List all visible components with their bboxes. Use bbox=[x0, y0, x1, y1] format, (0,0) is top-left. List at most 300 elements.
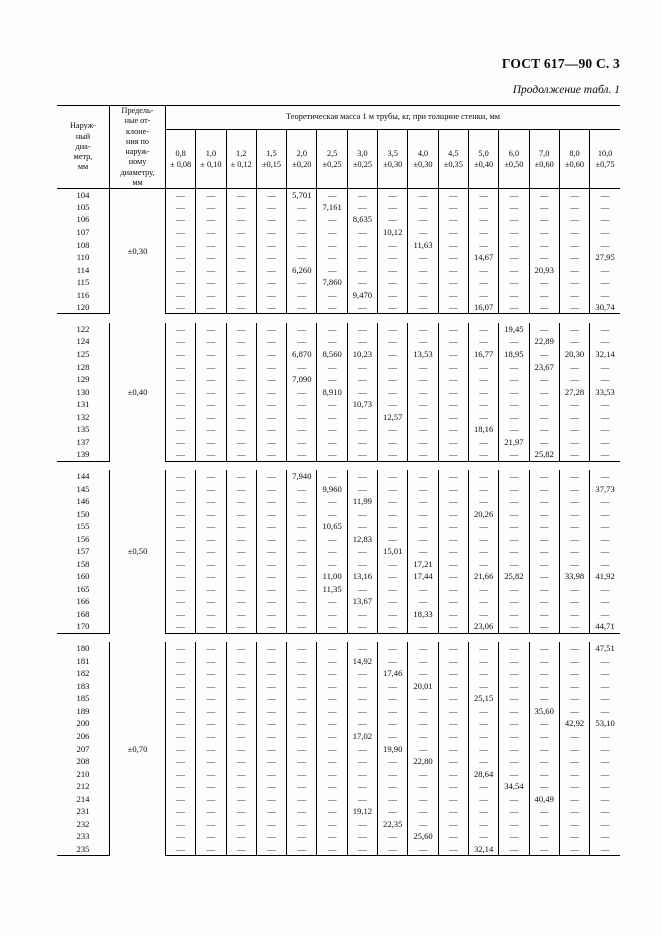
cell-mass: — bbox=[196, 621, 226, 634]
cell-mass: — bbox=[196, 558, 226, 571]
cell-mass: — bbox=[529, 226, 559, 239]
cell-mass: — bbox=[529, 411, 559, 424]
cell-mass: — bbox=[600, 668, 610, 679]
cell-mass: — bbox=[256, 596, 286, 609]
cell-mass: — bbox=[226, 301, 256, 314]
cell-mass: — bbox=[559, 608, 589, 621]
cell-mass: — bbox=[347, 264, 377, 277]
cell-mass: — bbox=[166, 621, 196, 634]
cell-mass: — bbox=[468, 470, 498, 483]
cell-mass: — bbox=[287, 780, 317, 793]
cell-mass: — bbox=[256, 411, 286, 424]
cell-mass: — bbox=[226, 621, 256, 634]
cell-mass: — bbox=[438, 805, 468, 818]
cell-mass: — bbox=[529, 495, 559, 508]
thickness-size: 3,5 bbox=[387, 148, 398, 158]
cell-mass: — bbox=[529, 436, 559, 449]
thickness-tolerance: ±0,60 bbox=[564, 160, 585, 170]
cell-mass: — bbox=[590, 189, 620, 202]
cell-mass: — bbox=[559, 642, 589, 655]
hd-line-4: метр, bbox=[73, 152, 93, 162]
thickness-size: 8,0 bbox=[569, 148, 580, 158]
cell-mass: — bbox=[166, 226, 196, 239]
cell-mass: — bbox=[196, 226, 226, 239]
cell-mass: — bbox=[226, 348, 256, 361]
cell-mass: — bbox=[317, 805, 347, 818]
cell-mass: — bbox=[287, 336, 317, 349]
cell-mass: — bbox=[256, 348, 286, 361]
cell-mass: — bbox=[529, 508, 559, 521]
cell-mass: — bbox=[499, 533, 529, 546]
cell-mass: 21,66 bbox=[468, 570, 498, 583]
cell-mass: — bbox=[468, 214, 498, 227]
cell-mass: — bbox=[378, 336, 408, 349]
cell-mass: — bbox=[438, 830, 468, 843]
cell-mass: 11,35 bbox=[317, 583, 347, 596]
cell-mass: — bbox=[559, 818, 589, 831]
cell-mass: 25,60 bbox=[408, 830, 438, 843]
cell-mass: 47,51 bbox=[595, 643, 615, 654]
header-thickness-0-8 bbox=[166, 130, 196, 189]
table-row bbox=[57, 189, 620, 202]
cell-outer-diameter: 207 bbox=[57, 743, 110, 756]
cell-mass: — bbox=[196, 189, 226, 202]
cell-mass: — bbox=[317, 189, 347, 202]
cell-mass: 19,12 bbox=[347, 805, 377, 818]
cell-mass: — bbox=[408, 323, 438, 336]
cell-mass: — bbox=[438, 545, 468, 558]
thickness-tolerance: ± 0,10 bbox=[200, 160, 222, 170]
cell-mass: — bbox=[287, 692, 317, 705]
cell-mass: — bbox=[438, 705, 468, 718]
cell-mass: — bbox=[499, 768, 529, 781]
cell-mass: — bbox=[347, 449, 377, 462]
cell-mass: — bbox=[499, 558, 529, 571]
cell-mass: — bbox=[559, 251, 589, 264]
cell-mass: — bbox=[196, 718, 226, 731]
cell-mass: — bbox=[499, 189, 529, 202]
cell-mass: — bbox=[559, 201, 589, 214]
ht-line-4: ния по bbox=[125, 136, 150, 146]
cell-mass: — bbox=[468, 755, 498, 768]
cell-mass: — bbox=[499, 411, 529, 424]
cell-mass: 19,90 bbox=[378, 743, 408, 756]
cell-mass: — bbox=[256, 805, 286, 818]
cell-mass: — bbox=[166, 596, 196, 609]
cell-mass: — bbox=[408, 398, 438, 411]
cell-mass: 22,80 bbox=[408, 755, 438, 768]
cell-mass: — bbox=[408, 251, 438, 264]
cell-mass: 25,15 bbox=[468, 692, 498, 705]
cell-mass: — bbox=[196, 596, 226, 609]
cell-mass: — bbox=[590, 843, 620, 856]
cell-mass: — bbox=[468, 520, 498, 533]
cell-mass: — bbox=[468, 373, 498, 386]
cell-mass: — bbox=[408, 793, 438, 806]
cell-mass: — bbox=[378, 680, 408, 693]
cell-mass: — bbox=[226, 570, 256, 583]
cell-mass: 12,57 bbox=[378, 411, 408, 424]
cell-mass: — bbox=[438, 596, 468, 609]
cell-mass: — bbox=[559, 239, 589, 252]
table-row bbox=[57, 642, 620, 655]
cell-mass: — bbox=[499, 608, 529, 621]
cell-mass: — bbox=[600, 793, 610, 804]
cell-mass: — bbox=[196, 830, 226, 843]
cell-mass: 40,49 bbox=[529, 793, 559, 806]
cell-mass: — bbox=[317, 436, 347, 449]
cell-mass: — bbox=[347, 718, 377, 731]
header-outer-diameter bbox=[57, 106, 110, 189]
cell-mass: — bbox=[378, 276, 408, 289]
cell-mass: — bbox=[226, 780, 256, 793]
cell-mass: — bbox=[347, 621, 377, 634]
cell-mass: — bbox=[559, 373, 589, 386]
cell-mass: — bbox=[408, 361, 438, 374]
cell-mass: — bbox=[529, 730, 559, 743]
cell-outer-diameter: 180 bbox=[57, 642, 110, 655]
cell-mass: — bbox=[378, 436, 408, 449]
cell-mass: — bbox=[347, 583, 377, 596]
cell-mass: — bbox=[529, 289, 559, 302]
cell-mass: — bbox=[438, 680, 468, 693]
cell-mass: — bbox=[226, 730, 256, 743]
cell-mass: — bbox=[408, 423, 438, 436]
cell-mass: — bbox=[317, 608, 347, 621]
cell-mass: — bbox=[529, 596, 559, 609]
cell-mass: — bbox=[529, 214, 559, 227]
thickness-tolerance: ±0,40 bbox=[474, 160, 494, 170]
cell-mass: — bbox=[317, 755, 347, 768]
cell-mass: — bbox=[196, 373, 226, 386]
cell-mass: — bbox=[226, 264, 256, 277]
cell-mass: — bbox=[408, 386, 438, 399]
cell-mass: — bbox=[226, 533, 256, 546]
cell-mass: — bbox=[408, 336, 438, 349]
cell-mass: — bbox=[347, 373, 377, 386]
cell-mass: — bbox=[600, 680, 610, 691]
cell-mass: — bbox=[347, 768, 377, 781]
cell-mass: 32,14 bbox=[468, 843, 498, 856]
cell-mass: 10,65 bbox=[317, 520, 347, 533]
cell-mass: — bbox=[226, 398, 256, 411]
cell-mass: 12,83 bbox=[347, 533, 377, 546]
header-thickness-10-0 bbox=[590, 130, 620, 189]
cell-mass: — bbox=[287, 830, 317, 843]
cell-mass: — bbox=[499, 843, 529, 856]
cell-mass: — bbox=[166, 545, 196, 558]
cell-outer-diameter: 146 bbox=[57, 495, 110, 508]
cell-mass: — bbox=[256, 189, 286, 202]
cell-mass: — bbox=[347, 361, 377, 374]
cell-mass: — bbox=[166, 276, 196, 289]
cell-mass: — bbox=[347, 755, 377, 768]
cell-mass: 22,89 bbox=[529, 336, 559, 349]
cell-mass: — bbox=[499, 470, 529, 483]
cell-outer-diameter: 116 bbox=[57, 289, 110, 302]
cell-mass: — bbox=[408, 189, 438, 202]
cell-mass: — bbox=[287, 621, 317, 634]
cell-mass: — bbox=[347, 608, 377, 621]
cell-mass: 9,960 bbox=[317, 483, 347, 496]
cell-outer-diameter: 158 bbox=[57, 558, 110, 571]
cell-mass: — bbox=[378, 655, 408, 668]
cell-mass: — bbox=[559, 449, 589, 462]
cell-outer-diameter: 122 bbox=[57, 323, 110, 336]
cell-mass: — bbox=[438, 508, 468, 521]
cell-mass: — bbox=[600, 471, 610, 481]
cell-mass: — bbox=[287, 667, 317, 680]
cell-mass: — bbox=[378, 508, 408, 521]
cell-mass: — bbox=[196, 705, 226, 718]
cell-mass: — bbox=[408, 583, 438, 596]
cell-mass: — bbox=[347, 301, 377, 314]
cell-mass: — bbox=[226, 436, 256, 449]
cell-mass: — bbox=[378, 189, 408, 202]
cell-mass: — bbox=[499, 830, 529, 843]
cell-mass: — bbox=[166, 818, 196, 831]
cell-mass: — bbox=[378, 520, 408, 533]
cell-mass: — bbox=[499, 264, 529, 277]
cell-mass: — bbox=[559, 411, 589, 424]
cell-mass: — bbox=[347, 436, 377, 449]
cell-mass: — bbox=[408, 495, 438, 508]
cell-mass: — bbox=[378, 692, 408, 705]
table-block-070 bbox=[57, 642, 620, 855]
cell-mass: — bbox=[529, 348, 559, 361]
table-block-040 bbox=[57, 323, 620, 461]
cell-mass: — bbox=[317, 655, 347, 668]
cell-mass: — bbox=[378, 239, 408, 252]
cell-mass: — bbox=[438, 655, 468, 668]
cell-mass: — bbox=[438, 251, 468, 264]
cell-mass: — bbox=[166, 843, 196, 856]
cell-mass: — bbox=[468, 680, 498, 693]
cell-mass: — bbox=[287, 718, 317, 731]
cell-mass: — bbox=[287, 558, 317, 571]
cell-mass: — bbox=[559, 398, 589, 411]
cell-mass: — bbox=[317, 718, 347, 731]
cell-mass: — bbox=[226, 386, 256, 399]
cell-mass: — bbox=[317, 793, 347, 806]
cell-outer-diameter: 129 bbox=[57, 373, 110, 386]
cell-mass: — bbox=[166, 289, 196, 302]
cell-mass: — bbox=[226, 373, 256, 386]
cell-mass: — bbox=[600, 609, 610, 620]
cell-mass: — bbox=[226, 755, 256, 768]
cell-mass: — bbox=[529, 667, 559, 680]
cell-outer-diameter: 235 bbox=[57, 843, 110, 856]
cell-mass: — bbox=[287, 398, 317, 411]
cell-mass: — bbox=[529, 239, 559, 252]
cell-mass: — bbox=[468, 830, 498, 843]
cell-mass: — bbox=[287, 805, 317, 818]
cell-mass: — bbox=[529, 621, 559, 634]
thickness-tolerance: ±0,25 bbox=[322, 160, 342, 170]
cell-outer-diameter: 110 bbox=[57, 251, 110, 264]
cell-mass: — bbox=[438, 692, 468, 705]
cell-mass: — bbox=[529, 755, 559, 768]
cell-mass: — bbox=[499, 805, 529, 818]
cell-mass: — bbox=[600, 277, 610, 288]
cell-mass: — bbox=[468, 705, 498, 718]
cell-mass: — bbox=[529, 818, 559, 831]
cell-mass: — bbox=[226, 449, 256, 462]
hd-line-1: Наруж- bbox=[70, 121, 96, 131]
cell-mass: — bbox=[347, 520, 377, 533]
cell-mass: — bbox=[226, 830, 256, 843]
cell-mass: — bbox=[226, 705, 256, 718]
cell-mass: — bbox=[196, 239, 226, 252]
cell-mass: — bbox=[600, 806, 610, 817]
cell-mass: — bbox=[347, 323, 377, 336]
cell-mass: — bbox=[226, 558, 256, 571]
cell-mass: — bbox=[600, 756, 610, 767]
cell-mass: — bbox=[166, 755, 196, 768]
cell-mass: 16,77 bbox=[468, 348, 498, 361]
cell-mass: — bbox=[166, 793, 196, 806]
cell-mass: — bbox=[256, 655, 286, 668]
cell-mass: — bbox=[317, 336, 347, 349]
cell-mass: — bbox=[529, 570, 559, 583]
cell-mass: — bbox=[468, 264, 498, 277]
cell-mass: — bbox=[468, 667, 498, 680]
cell-mass: — bbox=[226, 768, 256, 781]
cell-mass: — bbox=[166, 264, 196, 277]
cell-mass: — bbox=[438, 423, 468, 436]
cell-mass: — bbox=[226, 276, 256, 289]
cell-mass: — bbox=[256, 533, 286, 546]
cell-mass: — bbox=[529, 470, 559, 483]
cell-mass: — bbox=[468, 596, 498, 609]
cell-mass: — bbox=[347, 793, 377, 806]
cell-mass: — bbox=[559, 214, 589, 227]
cell-mass: — bbox=[317, 705, 347, 718]
thickness-size: 2,5 bbox=[326, 148, 338, 158]
cell-mass: — bbox=[468, 436, 498, 449]
block-separator-cell bbox=[57, 314, 620, 323]
cell-mass: — bbox=[468, 239, 498, 252]
cell-mass: — bbox=[317, 642, 347, 655]
cell-mass: — bbox=[226, 323, 256, 336]
cell-mass: — bbox=[226, 718, 256, 731]
cell-mass: — bbox=[196, 793, 226, 806]
cell-mass: — bbox=[256, 214, 286, 227]
thickness-tolerance: ±0,30 bbox=[383, 160, 403, 170]
table-continuation-label: Продолжение табл. 1 bbox=[512, 84, 620, 96]
cell-mass: — bbox=[408, 214, 438, 227]
cell-mass: — bbox=[196, 386, 226, 399]
cell-mass: — bbox=[347, 411, 377, 424]
cell-mass: — bbox=[529, 768, 559, 781]
cell-mass: — bbox=[166, 495, 196, 508]
cell-mass: — bbox=[166, 642, 196, 655]
cell-mass: — bbox=[256, 780, 286, 793]
cell-mass: — bbox=[166, 436, 196, 449]
cell-mass: — bbox=[226, 201, 256, 214]
cell-mass: — bbox=[287, 655, 317, 668]
cell-mass: — bbox=[600, 533, 610, 544]
page-title: ГОСТ 617—90 С. 3 bbox=[501, 56, 620, 71]
cell-mass: — bbox=[196, 692, 226, 705]
cell-mass: — bbox=[499, 508, 529, 521]
cell-outer-diameter: 200 bbox=[57, 718, 110, 731]
cell-mass: — bbox=[559, 436, 589, 449]
cell-mass: — bbox=[378, 386, 408, 399]
cell-mass: — bbox=[226, 642, 256, 655]
cell-mass: — bbox=[438, 289, 468, 302]
cell-mass: — bbox=[256, 336, 286, 349]
cell-mass: — bbox=[166, 608, 196, 621]
cell-mass: — bbox=[559, 423, 589, 436]
cell-mass: — bbox=[438, 667, 468, 680]
table-block-030 bbox=[57, 189, 620, 314]
cell-mass: — bbox=[378, 705, 408, 718]
cell-mass: — bbox=[317, 214, 347, 227]
cell-mass: — bbox=[468, 718, 498, 731]
cell-mass: — bbox=[226, 818, 256, 831]
thickness-tolerance: ±0,50 bbox=[504, 160, 524, 170]
cell-mass: — bbox=[378, 608, 408, 621]
cell-mass: 22,35 bbox=[378, 818, 408, 831]
cell-mass: 6,870 bbox=[287, 348, 317, 361]
cell-mass: — bbox=[468, 545, 498, 558]
cell-mass: — bbox=[529, 780, 559, 793]
header-thickness-4-0 bbox=[408, 130, 438, 189]
cell-mass: 7,860 bbox=[317, 276, 347, 289]
thickness-tolerance: ± 0,08 bbox=[170, 160, 192, 170]
cell-mass: 28,64 bbox=[468, 768, 498, 781]
cell-mass: — bbox=[196, 436, 226, 449]
thickness-tolerance: ±0,75 bbox=[595, 160, 615, 170]
cell-outer-diameter: 108 bbox=[57, 239, 110, 252]
cell-outer-diameter: 106 bbox=[57, 214, 110, 227]
cell-mass: 7,940 bbox=[287, 470, 317, 483]
cell-mass: — bbox=[378, 780, 408, 793]
cell-mass: — bbox=[196, 361, 226, 374]
ht-line-3: клоне- bbox=[126, 126, 149, 136]
cell-mass: — bbox=[378, 768, 408, 781]
cell-mass: — bbox=[196, 680, 226, 693]
cell-mass: — bbox=[287, 570, 317, 583]
cell-mass: — bbox=[529, 373, 559, 386]
cell-mass: — bbox=[499, 755, 529, 768]
cell-mass: — bbox=[287, 411, 317, 424]
cell-mass: — bbox=[347, 226, 377, 239]
cell-mass: 17,02 bbox=[347, 730, 377, 743]
cell-outer-diameter: 206 bbox=[57, 730, 110, 743]
cell-mass: — bbox=[600, 521, 610, 532]
header-thickness-1-0 bbox=[196, 130, 226, 189]
cell-mass: — bbox=[499, 743, 529, 756]
cell-mass: — bbox=[529, 718, 559, 731]
cell-mass: 30,74 bbox=[590, 301, 620, 314]
cell-mass: — bbox=[166, 251, 196, 264]
cell-mass: — bbox=[499, 495, 529, 508]
cell-mass: — bbox=[559, 189, 589, 202]
table-row bbox=[57, 323, 620, 336]
cell-mass: — bbox=[196, 818, 226, 831]
cell-mass: — bbox=[378, 830, 408, 843]
cell-mass: — bbox=[196, 214, 226, 227]
cell-mass: — bbox=[438, 226, 468, 239]
cell-mass: 23,67 bbox=[529, 361, 559, 374]
cell-mass: — bbox=[559, 780, 589, 793]
cell-mass: — bbox=[287, 323, 317, 336]
cell-outer-diameter: 212 bbox=[57, 780, 110, 793]
cell-mass: — bbox=[529, 386, 559, 399]
cell-mass: — bbox=[438, 436, 468, 449]
